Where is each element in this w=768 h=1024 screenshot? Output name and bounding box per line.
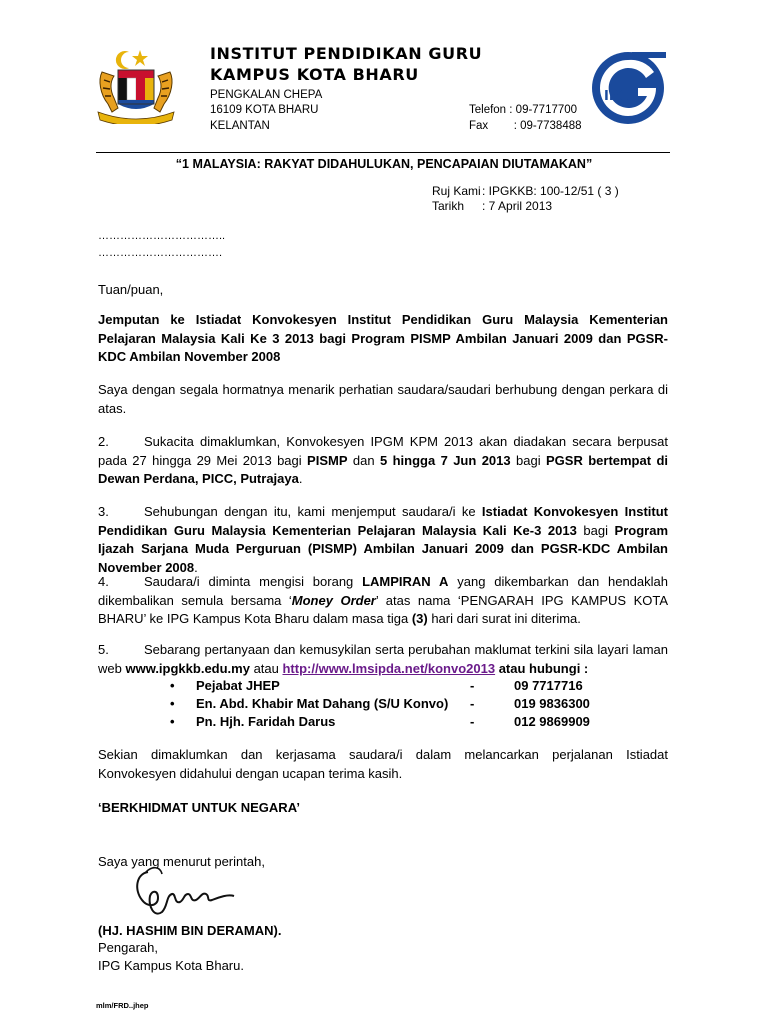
institution-name: INSTITUT PENDIDIKAN GURU xyxy=(210,44,483,63)
signatory-title: Pengarah, xyxy=(98,940,158,955)
bullet-icon: • xyxy=(170,678,175,693)
paragraph-2-number: 2. xyxy=(98,434,109,449)
address-line-3: KELANTAN xyxy=(210,120,270,132)
recipient-line-2: ……………………………. xyxy=(98,247,223,259)
reference-value: : IPGKKB: 100-12/51 ( 3 ) xyxy=(482,184,619,198)
date-value: : 7 April 2013 xyxy=(482,199,553,213)
bullet-icon: • xyxy=(170,714,175,729)
contact-item xyxy=(170,696,600,714)
contact-dash: - xyxy=(470,696,475,711)
paragraph-5: 5. Sebarang pertanyaan dan kemusykilan serta perubahan maklumat terkini sila layari laman web www.ipgkkb.edu.my atau http://www.lmsipda.net/konvo2013 atau hubungi : xyxy=(98,642,668,676)
address-line-2: 16109 KOTA BHARU xyxy=(210,104,319,116)
contact-name: Pn. Hjh. Faridah Darus xyxy=(196,714,336,729)
letter-date xyxy=(432,199,552,213)
contact-name: Pejabat JHEP xyxy=(196,678,280,693)
reference-label: Ruj Kami xyxy=(432,184,481,198)
contact-name: En. Abd. Khabir Mat Dahang (S/U Konvo) xyxy=(196,696,449,711)
closing-paragraph: Sekian dimaklumkan dan kerjasama saudara/i dalam melancarkan perjalanan Istiadat Konvokesyen didahului dengan ucapan terima kasih. xyxy=(98,747,668,781)
ipg-logo xyxy=(590,46,668,128)
paragraph-3-number: 3. xyxy=(98,504,109,519)
handwritten-signature xyxy=(128,860,238,920)
date-label: Tarikh xyxy=(432,199,465,213)
paragraph-4-number: 4. xyxy=(98,574,109,589)
contact-item xyxy=(170,714,600,732)
slogan: ‘BERKHIDMAT UNTUK NEGARA’ xyxy=(98,800,300,815)
contact-item xyxy=(170,678,600,696)
paragraph-4: 4. Saudara/i diminta mengisi borang LAMPIRAN A yang dikembarkan dan hendaklah dikembalikan semula bersama ‘Money Order’ atas nama ‘PENGARAH IPG KAMPUS KOTA BHARU’ ke IPG Kampus Kota Bharu dalam masa tiga (3) hari dari surat ini diterima. xyxy=(98,574,668,626)
paragraph-5-number: 5. xyxy=(98,642,109,657)
signatory-name: (HJ. HASHIM BIN DERAMAN). xyxy=(98,923,282,938)
contact-phone: 019 9836300 xyxy=(514,696,590,711)
paragraph-2: 2. Sukacita dimaklumkan, Konvokesyen IPGM KPM 2013 akan diadakan secara berpusat pada 27 hingga 29 Mei 2013 bagi PISMP dan 5 hingga 7 Jun 2013 bagi PGSR bertempat di Dewan Perdana, PICC, Putrajaya. xyxy=(98,434,668,486)
konvo-link[interactable]: http://www.lmsipda.net/konvo2013 xyxy=(282,660,496,676)
contact-dash: - xyxy=(470,714,475,729)
recipient-line-1: …………………………….. xyxy=(98,230,226,242)
reference-number xyxy=(432,184,619,198)
address-line-1: PENGKALAN CHEPA xyxy=(210,89,323,101)
subject-heading: Jemputan ke Istiadat Konvokesyen Institut Pendidikan Guru Malaysia Kementerian Pelajaran Malaysia Kali Ke 3 2013 bagi Program PISMP Ambilan Januari 2009 dan PGSR-KDC Ambilan November 2008 xyxy=(98,312,668,364)
fax-number: Fax : 09-7738488 xyxy=(469,120,582,132)
campus-name: KAMPUS KOTA BHARU xyxy=(210,65,419,84)
header-divider xyxy=(96,152,670,153)
contact-phone: 09 7717716 xyxy=(514,678,583,693)
intro-paragraph: Saya dengan segala hormatnya menarik perhatian saudara/saudari berhubung dengan perkara di atas. xyxy=(98,382,668,416)
svg-text:IPG: IPG xyxy=(604,89,630,104)
footer-reference: mlm/FRD..jhep xyxy=(96,1001,149,1010)
telephone-number: Telefon : 09-7717700 xyxy=(469,104,578,116)
contact-dash: - xyxy=(470,678,475,693)
signatory-office: IPG Kampus Kota Bharu. xyxy=(98,958,244,973)
paragraph-3: 3. Sehubungan dengan itu, kami menjemput saudara/i ke Istiadat Konvokesyen Institut Pendidikan Guru Malaysia Kementerian Pelajaran Malaysia Kali Ke-3 2013 bagi Program Ijazah Sarjana Muda Perguruan (PISMP) Ambilan Januari 2009 dan PGSR-KDC Ambilan November 2008. xyxy=(98,504,669,575)
national-motto: “1 MALAYSIA: RAKYAT DIDAHULUKAN, PENCAPAIAN DIUTAMAKAN” xyxy=(175,157,593,171)
salutation: Tuan/puan, xyxy=(98,282,164,297)
coat-of-arms-crest xyxy=(96,42,176,124)
bullet-icon: • xyxy=(170,696,175,711)
sign-off: Saya yang menurut perintah, xyxy=(98,854,265,869)
contact-phone: 012 9869909 xyxy=(514,714,590,729)
website-text: www.ipgkkb.edu.my xyxy=(125,660,250,676)
